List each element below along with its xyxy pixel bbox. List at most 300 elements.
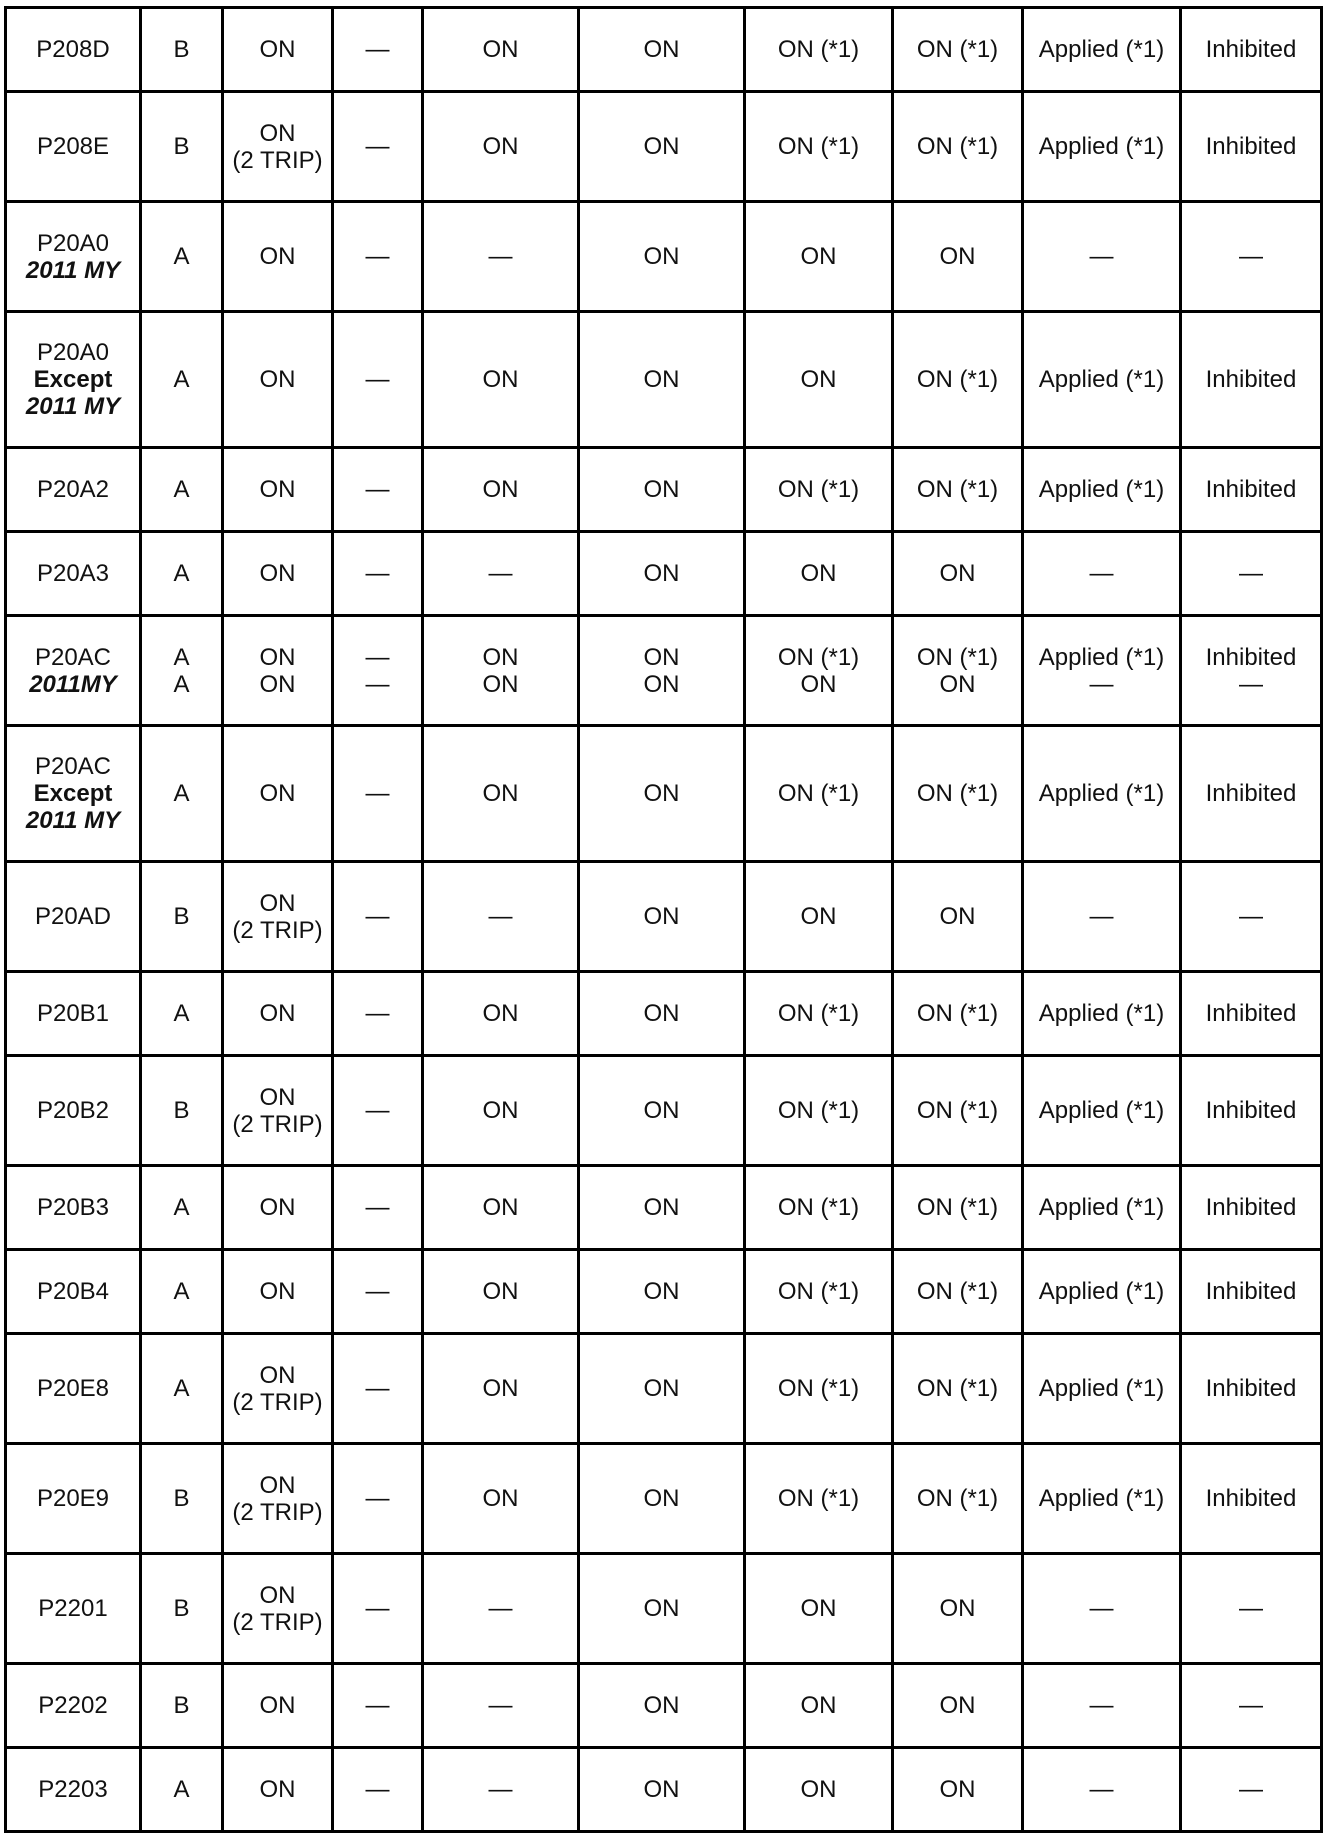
cell-col4	[333, 532, 423, 616]
cell-text: 2011 MY	[25, 256, 121, 284]
cell-text: ON	[482, 670, 519, 698]
cell-dtc-type	[141, 972, 223, 1056]
cell-text: ON (*1)	[916, 1194, 999, 1221]
cell-text: ON	[643, 643, 680, 671]
cell-col4	[333, 312, 423, 448]
cell-col9	[1023, 726, 1181, 862]
cell-col9	[1023, 1664, 1181, 1748]
cell-text: —	[488, 1595, 513, 1622]
cell-dtc-code	[6, 1748, 141, 1832]
cell-col10	[1181, 202, 1322, 312]
cell-col5	[423, 1748, 579, 1832]
cell-text: ON	[643, 1692, 680, 1719]
cell-text: —	[1089, 1692, 1114, 1719]
cell-col5	[423, 616, 579, 726]
cell-col8	[893, 1166, 1023, 1250]
cell-text: P2203	[38, 1776, 108, 1803]
cell-col8	[893, 616, 1023, 726]
cell-col6	[579, 862, 745, 972]
cell-text: P20B1	[36, 1000, 110, 1027]
cell-text: —	[365, 1776, 390, 1803]
cell-text: ON	[482, 1097, 519, 1124]
cell-col5	[423, 1166, 579, 1250]
cell-dtc-code	[6, 92, 141, 202]
cell-text: A	[173, 1776, 190, 1803]
cell-text: ON	[482, 1278, 519, 1305]
cell-text: ON	[259, 889, 296, 917]
cell-text: ON (*1)	[916, 133, 999, 160]
cell-text: B	[173, 1692, 190, 1719]
cell-text: —	[365, 1692, 390, 1719]
cell-dtc-code	[6, 1250, 141, 1334]
cell-col9	[1023, 862, 1181, 972]
cell-col8	[893, 532, 1023, 616]
cell-text: ON	[939, 903, 976, 930]
cell-text: ON	[259, 243, 296, 270]
table-row	[6, 532, 1322, 616]
cell-col10	[1181, 972, 1322, 1056]
cell-col8	[893, 726, 1023, 862]
cell-text: ON	[800, 243, 837, 270]
cell-text: ON (*1)	[916, 1278, 999, 1305]
cell-text: —	[365, 1194, 390, 1221]
table-row	[6, 1166, 1322, 1250]
cell-col5	[423, 1334, 579, 1444]
cell-col8	[893, 202, 1023, 312]
cell-col6	[579, 1334, 745, 1444]
cell-text: A	[173, 1194, 190, 1221]
cell-text: ON	[482, 1000, 519, 1027]
cell-dtc-code	[6, 616, 141, 726]
cell-col4	[333, 1748, 423, 1832]
cell-text: ON	[643, 1375, 680, 1402]
cell-mil	[223, 1444, 333, 1554]
cell-text: ON	[482, 133, 519, 160]
cell-text: ON	[939, 560, 976, 587]
cell-text: Except	[33, 366, 113, 393]
cell-col9	[1023, 1166, 1181, 1250]
table-row	[6, 202, 1322, 312]
cell-mil	[223, 532, 333, 616]
cell-text: B	[173, 1595, 190, 1622]
cell-text: —	[1239, 1692, 1263, 1719]
table-row	[6, 312, 1322, 448]
cell-text: Applied (*1)	[1038, 780, 1165, 807]
cell-text: ON	[259, 1194, 296, 1221]
cell-text: ON	[939, 670, 976, 698]
cell-text: ON	[259, 1278, 296, 1305]
cell-dtc-type	[141, 1250, 223, 1334]
cell-col6	[579, 1056, 745, 1166]
cell-col10	[1181, 1250, 1322, 1334]
cell-col4	[333, 1334, 423, 1444]
table-row	[6, 616, 1322, 726]
cell-col6	[579, 202, 745, 312]
cell-col9	[1023, 312, 1181, 448]
cell-text: —	[1239, 903, 1263, 930]
cell-text: P2201	[38, 1595, 108, 1622]
cell-text: ON (*1)	[777, 36, 860, 63]
cell-mil	[223, 8, 333, 92]
cell-text: A	[173, 1000, 190, 1027]
cell-text: ON	[643, 1595, 680, 1622]
cell-col5	[423, 202, 579, 312]
cell-text: ON	[643, 1776, 680, 1803]
cell-col7	[745, 92, 893, 202]
cell-text: —	[488, 1776, 513, 1803]
cell-col10	[1181, 312, 1322, 448]
cell-text: ON	[643, 1194, 680, 1221]
cell-col10	[1181, 1748, 1322, 1832]
dtc-table	[4, 6, 1323, 1833]
cell-col10	[1181, 532, 1322, 616]
cell-col5	[423, 8, 579, 92]
cell-text: ON (*1)	[777, 1097, 860, 1124]
cell-text: —	[365, 1097, 390, 1124]
cell-dtc-type	[141, 862, 223, 972]
cell-text: —	[365, 1595, 390, 1622]
cell-col4	[333, 1056, 423, 1166]
cell-col8	[893, 1748, 1023, 1832]
cell-text: P20A2	[36, 476, 110, 503]
cell-text: ON	[939, 1595, 976, 1622]
dtc-table-body	[6, 8, 1322, 1832]
cell-text: ON	[259, 1581, 296, 1609]
cell-text: P20B3	[36, 1194, 110, 1221]
cell-col9	[1023, 202, 1181, 312]
cell-text: ON	[482, 36, 519, 63]
cell-dtc-type	[141, 726, 223, 862]
cell-mil	[223, 312, 333, 448]
cell-dtc-type	[141, 1334, 223, 1444]
cell-col6	[579, 8, 745, 92]
cell-text: —	[1089, 670, 1114, 698]
cell-text: ON	[643, 1485, 680, 1512]
cell-text: P20AC	[34, 753, 112, 780]
cell-col8	[893, 972, 1023, 1056]
cell-text: P20A0	[36, 339, 110, 366]
cell-text: ON (*1)	[916, 1097, 999, 1124]
cell-text: ON (*1)	[777, 643, 860, 671]
cell-text: ON (*1)	[916, 1000, 999, 1027]
table-row	[6, 726, 1322, 862]
cell-text: ON	[259, 560, 296, 587]
cell-col8	[893, 1056, 1023, 1166]
cell-text: ON	[259, 476, 296, 503]
cell-text: ON	[643, 670, 680, 698]
cell-text: ON	[643, 1097, 680, 1124]
cell-text: —	[1089, 903, 1114, 930]
cell-text: Applied (*1)	[1038, 476, 1165, 503]
cell-col7	[745, 1748, 893, 1832]
cell-text: —	[488, 243, 513, 270]
cell-text: Inhibited	[1205, 780, 1297, 807]
cell-text: ON	[643, 1278, 680, 1305]
cell-text: —	[365, 1485, 390, 1512]
cell-text: A	[173, 780, 190, 807]
cell-text: ON	[482, 643, 519, 671]
cell-text: —	[1239, 560, 1263, 587]
table-row	[6, 448, 1322, 532]
cell-text: P20AD	[34, 903, 112, 930]
cell-text: Inhibited	[1205, 1485, 1297, 1512]
cell-text: ON (*1)	[777, 1375, 860, 1402]
cell-col10	[1181, 1056, 1322, 1166]
cell-text: ON	[939, 1776, 976, 1803]
cell-col8	[893, 8, 1023, 92]
cell-text: —	[1239, 1776, 1263, 1803]
cell-dtc-code	[6, 1334, 141, 1444]
cell-dtc-type	[141, 1444, 223, 1554]
cell-text: —	[488, 1692, 513, 1719]
cell-text: Inhibited	[1205, 1097, 1297, 1124]
cell-col9	[1023, 1444, 1181, 1554]
cell-col8	[893, 448, 1023, 532]
cell-text: —	[1239, 670, 1263, 698]
cell-text: ON	[643, 366, 680, 393]
cell-text: —	[1239, 243, 1263, 270]
cell-col7	[745, 1664, 893, 1748]
cell-col4	[333, 448, 423, 532]
cell-text: ON	[939, 243, 976, 270]
cell-text: —	[488, 903, 513, 930]
cell-text: A	[173, 643, 190, 671]
cell-mil	[223, 92, 333, 202]
table-row	[6, 1334, 1322, 1444]
cell-text: ON	[800, 1692, 837, 1719]
cell-text: P20A3	[36, 560, 110, 587]
cell-text: Applied (*1)	[1038, 1194, 1165, 1221]
cell-text: ON (*1)	[777, 1000, 860, 1027]
table-row	[6, 1664, 1322, 1748]
cell-col9	[1023, 1748, 1181, 1832]
cell-text: ON (*1)	[777, 780, 860, 807]
cell-mil	[223, 972, 333, 1056]
cell-text: ON	[259, 366, 296, 393]
cell-dtc-type	[141, 312, 223, 448]
table-row	[6, 862, 1322, 972]
cell-text: Inhibited	[1205, 1000, 1297, 1027]
cell-text: Except	[33, 780, 113, 807]
cell-text: Applied (*1)	[1038, 1278, 1165, 1305]
cell-dtc-code	[6, 1664, 141, 1748]
cell-col5	[423, 1664, 579, 1748]
cell-col6	[579, 1664, 745, 1748]
cell-dtc-code	[6, 8, 141, 92]
cell-text: P20E8	[36, 1375, 110, 1402]
cell-mil	[223, 616, 333, 726]
cell-col7	[745, 1444, 893, 1554]
cell-text: ON	[643, 560, 680, 587]
cell-text: A	[173, 560, 190, 587]
cell-col5	[423, 1250, 579, 1334]
cell-text: —	[365, 780, 390, 807]
cell-col9	[1023, 8, 1181, 92]
cell-text: ON	[482, 1485, 519, 1512]
cell-text: ON	[643, 476, 680, 503]
cell-col5	[423, 92, 579, 202]
cell-col10	[1181, 1334, 1322, 1444]
cell-text: ON (*1)	[916, 643, 999, 671]
cell-text: ON	[259, 1776, 296, 1803]
cell-col7	[745, 616, 893, 726]
cell-col5	[423, 532, 579, 616]
cell-dtc-code	[6, 1056, 141, 1166]
cell-text: Applied (*1)	[1038, 36, 1165, 63]
cell-col9	[1023, 616, 1181, 726]
cell-text: ON	[800, 903, 837, 930]
cell-text: ON (*1)	[916, 780, 999, 807]
cell-text: ON	[643, 36, 680, 63]
cell-col10	[1181, 1444, 1322, 1554]
cell-text: Inhibited	[1205, 366, 1297, 393]
cell-mil	[223, 1664, 333, 1748]
cell-text: ON (*1)	[777, 476, 860, 503]
cell-col5	[423, 862, 579, 972]
cell-col4	[333, 92, 423, 202]
cell-text: Inhibited	[1205, 476, 1297, 503]
cell-text: ON	[643, 780, 680, 807]
cell-text: Inhibited	[1205, 133, 1297, 160]
cell-text: ON (*1)	[916, 1485, 999, 1512]
cell-text: ON (*1)	[777, 1194, 860, 1221]
cell-text: Inhibited	[1205, 1194, 1297, 1221]
cell-dtc-code	[6, 312, 141, 448]
cell-col4	[333, 726, 423, 862]
cell-mil	[223, 1748, 333, 1832]
cell-col8	[893, 92, 1023, 202]
table-row	[6, 972, 1322, 1056]
cell-col7	[745, 8, 893, 92]
cell-col6	[579, 1748, 745, 1832]
cell-text: ON	[643, 1000, 680, 1027]
cell-dtc-type	[141, 8, 223, 92]
cell-col9	[1023, 1334, 1181, 1444]
cell-text: P20AC	[34, 643, 112, 671]
cell-col5	[423, 448, 579, 532]
cell-text: ON	[482, 780, 519, 807]
cell-text: ON	[259, 643, 296, 671]
cell-col10	[1181, 726, 1322, 862]
cell-mil	[223, 1554, 333, 1664]
cell-text: ON	[259, 1083, 296, 1111]
cell-text: ON (*1)	[916, 366, 999, 393]
cell-text: (2 TRIP)	[232, 916, 323, 944]
cell-text: —	[365, 243, 390, 270]
cell-col7	[745, 532, 893, 616]
cell-text: ON	[800, 1776, 837, 1803]
cell-text: P20A0	[36, 229, 110, 257]
cell-dtc-code	[6, 202, 141, 312]
cell-text: ON	[259, 670, 296, 698]
cell-text: Applied (*1)	[1038, 366, 1165, 393]
cell-dtc-type	[141, 1554, 223, 1664]
cell-col8	[893, 862, 1023, 972]
cell-text: Applied (*1)	[1038, 1097, 1165, 1124]
cell-col7	[745, 448, 893, 532]
cell-col4	[333, 8, 423, 92]
cell-mil	[223, 202, 333, 312]
cell-text: A	[173, 1375, 190, 1402]
cell-text: A	[173, 366, 190, 393]
cell-col4	[333, 972, 423, 1056]
cell-text: —	[1089, 560, 1114, 587]
cell-text: ON	[259, 1471, 296, 1499]
cell-text: ON	[800, 670, 837, 698]
cell-col9	[1023, 1250, 1181, 1334]
cell-col4	[333, 616, 423, 726]
cell-col4	[333, 1444, 423, 1554]
cell-text: —	[365, 903, 390, 930]
table-row	[6, 1056, 1322, 1166]
cell-col7	[745, 202, 893, 312]
cell-col6	[579, 972, 745, 1056]
cell-dtc-code	[6, 726, 141, 862]
cell-col8	[893, 312, 1023, 448]
cell-col5	[423, 1444, 579, 1554]
cell-text: (2 TRIP)	[232, 1608, 323, 1636]
cell-col10	[1181, 1554, 1322, 1664]
cell-text: A	[173, 1278, 190, 1305]
cell-text: Inhibited	[1205, 643, 1297, 671]
cell-mil	[223, 1166, 333, 1250]
cell-text: —	[488, 560, 513, 587]
cell-text: ON	[643, 133, 680, 160]
cell-col7	[745, 726, 893, 862]
cell-text: P20B2	[36, 1097, 110, 1124]
cell-text: —	[365, 1278, 390, 1305]
cell-col5	[423, 726, 579, 862]
cell-dtc-code	[6, 448, 141, 532]
cell-col7	[745, 972, 893, 1056]
cell-col9	[1023, 532, 1181, 616]
cell-text: Applied (*1)	[1038, 1485, 1165, 1512]
cell-col8	[893, 1664, 1023, 1748]
cell-col6	[579, 1250, 745, 1334]
cell-col6	[579, 312, 745, 448]
cell-col7	[745, 862, 893, 972]
cell-text: Applied (*1)	[1038, 1000, 1165, 1027]
table-row	[6, 1554, 1322, 1664]
cell-col4	[333, 862, 423, 972]
cell-text: ON (*1)	[916, 1375, 999, 1402]
cell-text: ON	[259, 36, 296, 63]
cell-col7	[745, 1250, 893, 1334]
cell-col10	[1181, 448, 1322, 532]
cell-text: B	[173, 36, 190, 63]
table-row	[6, 1444, 1322, 1554]
cell-text: ON	[939, 1692, 976, 1719]
table-row	[6, 1250, 1322, 1334]
cell-col5	[423, 1056, 579, 1166]
cell-dtc-type	[141, 448, 223, 532]
cell-text: ON	[259, 119, 296, 147]
cell-text: P208E	[36, 133, 110, 160]
cell-col10	[1181, 1664, 1322, 1748]
cell-col9	[1023, 448, 1181, 532]
table-row	[6, 8, 1322, 92]
cell-text: —	[365, 476, 390, 503]
cell-text: —	[365, 670, 390, 698]
cell-col6	[579, 92, 745, 202]
cell-col7	[745, 1554, 893, 1664]
cell-col8	[893, 1250, 1023, 1334]
cell-text: —	[1089, 1595, 1114, 1622]
cell-text: Applied (*1)	[1038, 133, 1165, 160]
cell-col4	[333, 1250, 423, 1334]
cell-col9	[1023, 92, 1181, 202]
cell-text: ON (*1)	[777, 1278, 860, 1305]
